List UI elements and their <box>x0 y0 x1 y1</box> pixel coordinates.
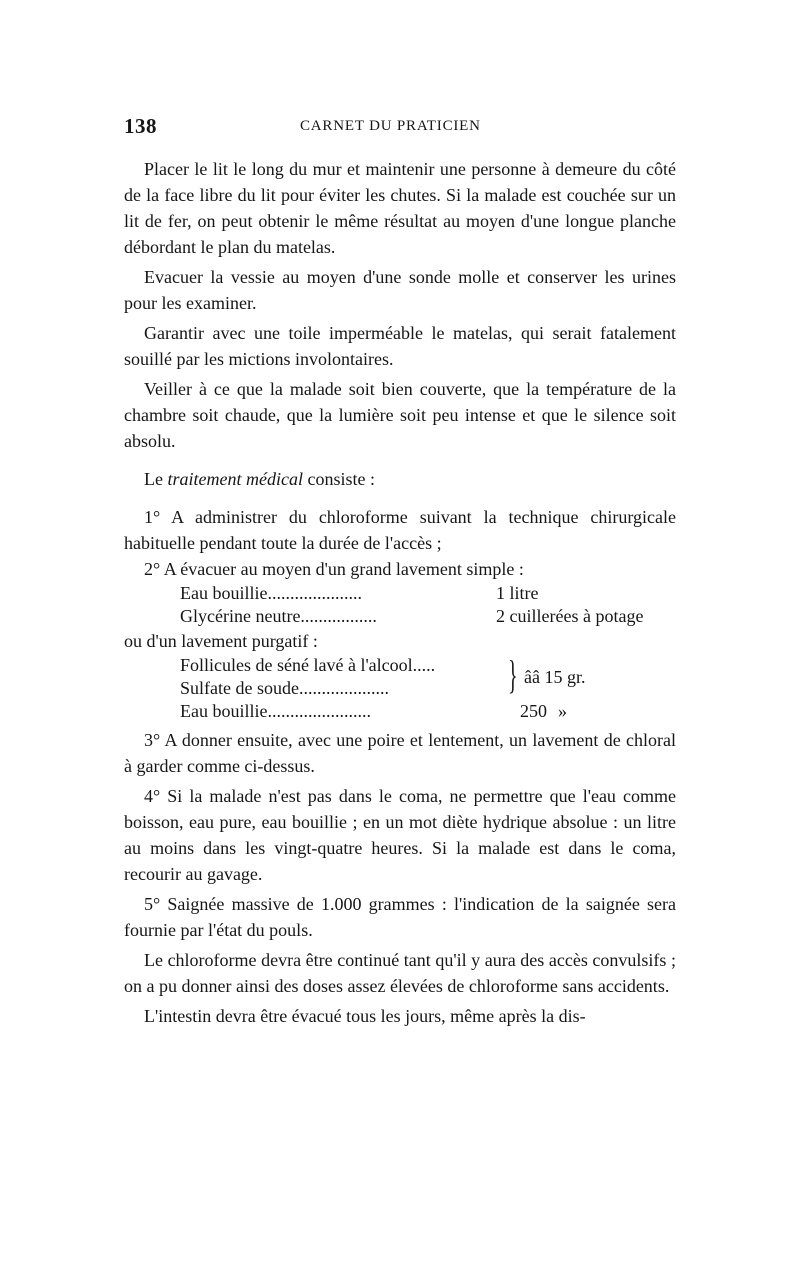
paragraph-chloroform: Le chloroforme devra être continué tant qu'il y aura des accès convulsifs ; on a pu donner ainsi des doses assez élevées de chloroforme sans accidents. <box>124 950 676 996</box>
item-3: 3° A donner ensuite, avec une poire et lentement, un lavement de chloral à garder comme ci-dessus. <box>124 730 676 776</box>
recipe-line <box>124 582 676 605</box>
item-2: 2° A évacuer au moyen d'un grand lavement simple : <box>144 559 524 579</box>
or-line: ou d'un lavement purgatif : <box>124 631 318 651</box>
recipe-line <box>124 654 676 677</box>
paragraph-bladder: Evacuer la vessie au moyen d'une sonde molle et conserver les urines pour les examiner. <box>124 267 676 313</box>
recipe-ingredient: Sulfate de soude.................... <box>180 678 389 698</box>
recipe-ingredient: Follicules de séné lavé à l'alcool..... <box>180 655 436 675</box>
recipe-ingredient: Glycérine neutre................. <box>180 606 377 626</box>
treatment-intro <box>124 466 676 492</box>
recipe-quantity: 250 <box>520 701 547 721</box>
purgative-enema-recipe <box>124 654 676 723</box>
recipe-line <box>124 677 676 700</box>
running-title: CARNET DU PRATICIEN <box>300 118 481 134</box>
paragraph-bed-placement: Placer le lit le long du mur et maintenir une personne à demeure du côté de la face libre du lit pour éviter les chutes. Si la malade est couchée sur un lit de fer, on peut obtenir le même résultat au moyen d'une longue planche débordant le plan du matelas. <box>124 159 676 257</box>
item-1: 1° A administrer du chloroforme suivant la technique chirurgicale habituelle pendant toute la durée de l'accès ; <box>124 507 676 553</box>
recipe-ingredient: Eau bouillie....................... <box>180 701 371 721</box>
recipe-quantity-ditto: » <box>558 701 567 721</box>
recipe-quantity: ââ 15 gr. <box>524 667 586 687</box>
page-number: 138 <box>124 114 157 138</box>
recipe-quantity: 2 cuillerées à potage <box>496 606 644 626</box>
item-5: 5° Saignée massive de 1.000 grammes : l'indication de la saignée sera fournie par l'état du pouls. <box>124 894 676 940</box>
treatment-intro-suffix: consiste : <box>302 469 375 489</box>
recipe-line <box>124 605 676 628</box>
paragraph-room-conditions: Veiller à ce que la malade soit bien couverte, que la température de la chambre soit chaude, que la lumière soit peu intense et que le silence soit absolu. <box>124 379 676 451</box>
recipe-quantity: 1 litre <box>496 583 539 603</box>
paragraph-intestine: L'intestin devra être évacué tous les jours, même après la dis- <box>144 1006 586 1026</box>
right-brace-icon: } <box>508 654 518 698</box>
body-text <box>124 156 676 1029</box>
simple-enema-recipe <box>124 582 676 628</box>
treatment-intro-prefix: Le <box>144 469 168 489</box>
paragraph-mattress: Garantir avec une toile imperméable le matelas, qui serait fatalement souillé par les mictions involontaires. <box>124 323 676 369</box>
braced-ingredients <box>124 654 676 700</box>
recipe-line <box>124 700 676 723</box>
item-4: 4° Si la malade n'est pas dans le coma, ne permettre que l'eau comme boisson, eau pure, eau bouillie ; en un mot diète hydrique absolue : un litre au moins dans les vingt-quatre heures. Si la malade est dans le coma, recourir au gavage. <box>124 786 676 884</box>
page-header <box>124 114 676 142</box>
treatment-intro-emphasis: traitement médical <box>167 469 303 489</box>
recipe-ingredient: Eau bouillie..................... <box>180 583 362 603</box>
